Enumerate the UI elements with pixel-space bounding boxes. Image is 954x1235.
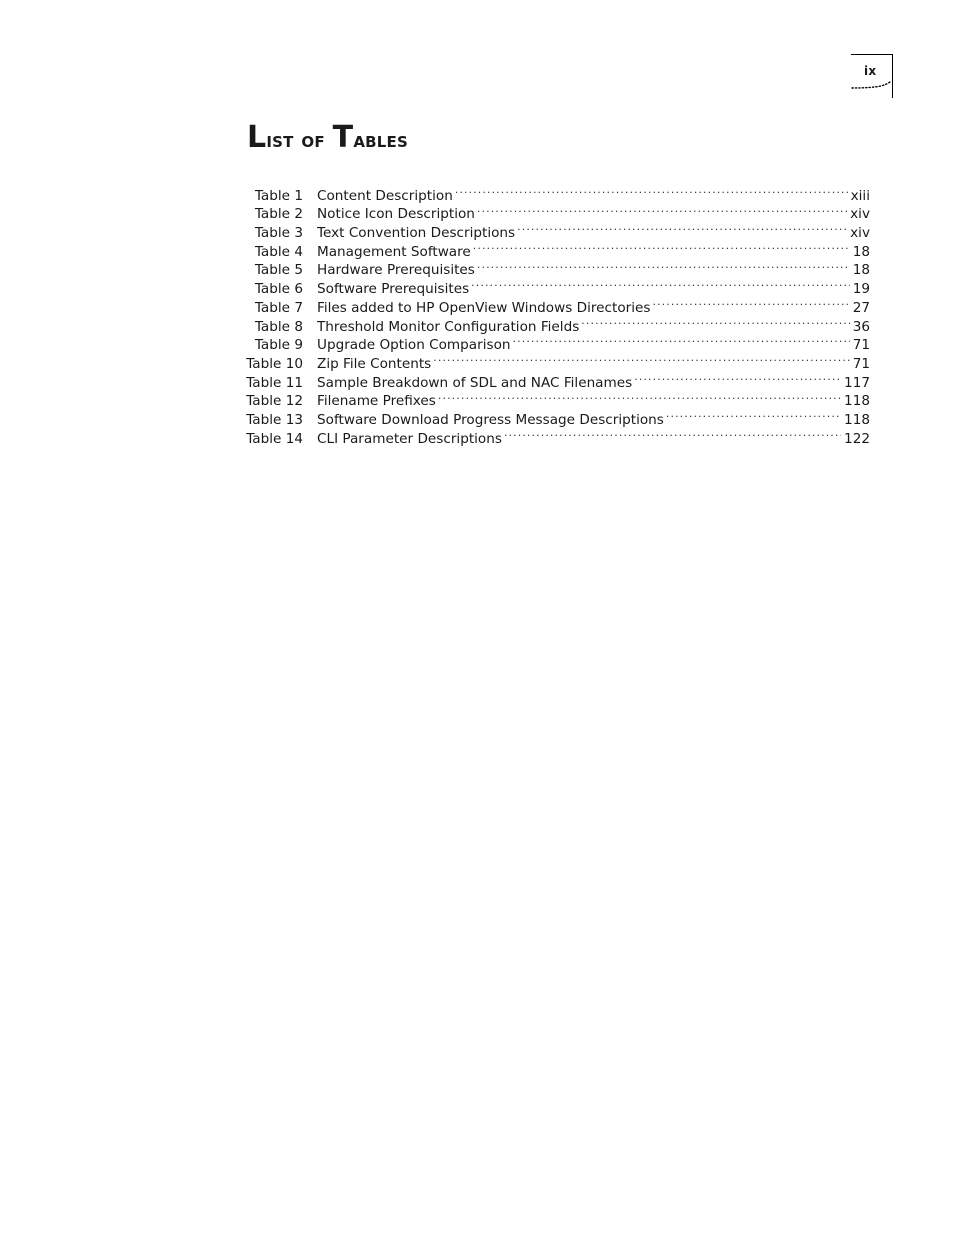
- table-page-number: 118: [844, 411, 870, 428]
- table-entry[interactable]: [243, 256, 870, 279]
- dot-leader: [477, 256, 850, 275]
- dot-leader: [513, 331, 850, 350]
- table-entry[interactable]: [243, 218, 870, 242]
- table-title: Software Prerequisites: [317, 281, 470, 298]
- dot-leader: [652, 293, 849, 312]
- title-first-rest: ist of: [266, 128, 325, 153]
- table-number: Table 2: [254, 206, 303, 223]
- table-page-number: 27: [852, 299, 870, 316]
- table-entry-body: [317, 424, 870, 448]
- table-title: Text Convention Descriptions: [317, 225, 516, 242]
- table-number: Table 12: [246, 393, 303, 410]
- table-title: Upgrade Option Comparison: [317, 337, 511, 354]
- table-entry[interactable]: [243, 200, 870, 223]
- table-title: Content Description: [317, 187, 453, 204]
- dot-leader: [471, 274, 850, 293]
- table-entry[interactable]: [243, 237, 870, 260]
- title-second-cap: T: [332, 120, 354, 155]
- table-title: Management Software: [317, 243, 471, 260]
- dotted-curve-icon: [851, 80, 893, 96]
- table-page-number: 117: [844, 374, 870, 391]
- table-page-number: 71: [852, 355, 870, 372]
- table-title: Sample Breakdown of SDL and NAC Filenames: [317, 374, 633, 391]
- page-number-mark: [851, 54, 893, 98]
- page-title: [247, 120, 408, 159]
- dot-leader: [504, 424, 841, 443]
- table-page-number: 19: [852, 281, 870, 298]
- table-entry[interactable]: [243, 312, 870, 335]
- table-title: Threshold Monitor Configuration Fields: [317, 318, 580, 335]
- table-entry[interactable]: [243, 387, 870, 410]
- table-number: Table 10: [246, 355, 303, 372]
- table-entry[interactable]: [243, 349, 870, 372]
- table-number: Table 9: [254, 337, 303, 354]
- table-entry[interactable]: [243, 293, 870, 316]
- table-page-number: 71: [852, 337, 870, 354]
- table-page-number: 36: [852, 318, 870, 335]
- table-entry[interactable]: [243, 405, 870, 428]
- table-number: Table 13: [246, 411, 303, 428]
- table-title: Filename Prefixes: [317, 393, 436, 410]
- table-number: Table 8: [254, 318, 303, 335]
- table-number: Table 3: [254, 225, 303, 242]
- table-entry[interactable]: [243, 274, 870, 298]
- table-number: Table 11: [246, 374, 303, 391]
- table-page-number: xiv: [850, 225, 870, 242]
- table-number: Table 7: [254, 299, 303, 316]
- table-number: Table 4: [254, 243, 303, 260]
- dot-leader: [438, 387, 841, 406]
- corner-rule-top: [851, 54, 893, 55]
- table-title: CLI Parameter Descriptions: [317, 430, 502, 447]
- title-second-rest: ables: [353, 128, 408, 153]
- list-of-tables: [243, 181, 870, 447]
- title-first-cap: L: [247, 120, 267, 155]
- table-number: Table 6: [254, 281, 303, 298]
- table-title: Software Download Progress Message Descriptions: [317, 411, 664, 428]
- table-entry[interactable]: [243, 331, 870, 354]
- table-entry[interactable]: [243, 368, 870, 391]
- table-title: Hardware Prerequisites: [317, 262, 475, 279]
- table-number: Table 1: [254, 187, 303, 204]
- table-page-number: 118: [844, 393, 870, 410]
- table-entry[interactable]: [243, 424, 870, 447]
- table-page-number: 18: [852, 243, 870, 260]
- table-number: Table 5: [254, 262, 303, 279]
- table-number: Table 14: [246, 430, 303, 447]
- dot-leader: [634, 368, 841, 387]
- table-page-number: xiii: [850, 187, 870, 204]
- table-entry[interactable]: [243, 181, 870, 204]
- dot-leader: [473, 237, 850, 256]
- table-title: Notice Icon Description: [317, 206, 475, 223]
- table-page-number: 122: [844, 430, 870, 447]
- table-title: Files added to HP OpenView Windows Directories: [317, 299, 651, 316]
- table-title: Zip File Contents: [317, 355, 432, 372]
- dot-leader: [455, 181, 848, 200]
- table-page-number: xiv: [850, 206, 870, 223]
- dot-leader: [477, 200, 847, 219]
- dot-leader: [666, 405, 841, 424]
- dot-leader: [517, 218, 847, 237]
- page-number: ix: [864, 64, 877, 78]
- table-page-number: 18: [852, 262, 870, 279]
- dot-leader: [433, 349, 849, 368]
- dot-leader: [581, 312, 849, 331]
